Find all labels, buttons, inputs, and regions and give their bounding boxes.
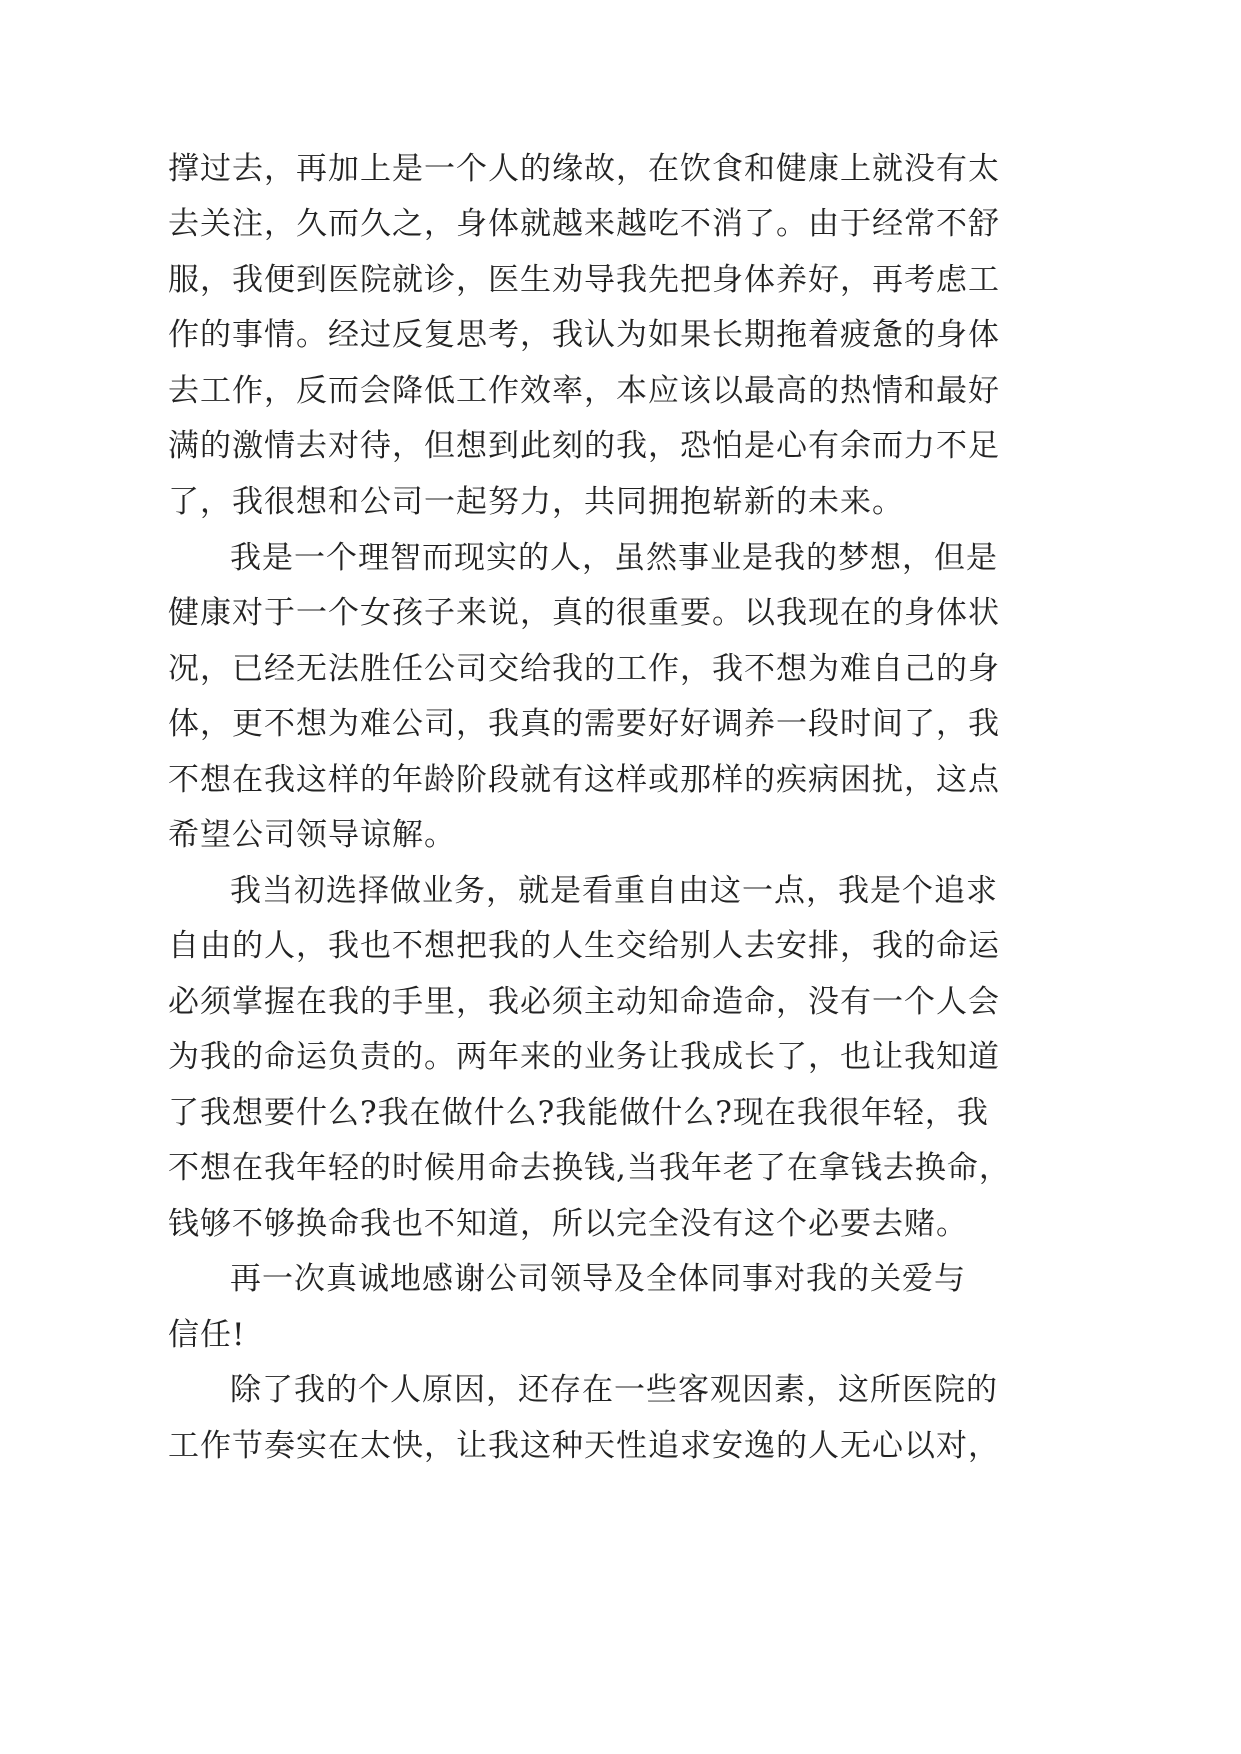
text-line: 为我的命运负责的。两年来的业务让我成长了，也让我知道 bbox=[168, 1039, 1000, 1075]
text-line: 撑过去，再加上是一个人的缘故，在饮食和健康上就没有太 bbox=[168, 151, 1000, 187]
text-line: 自由的人，我也不想把我的人生交给别人去安排，我的命运 bbox=[168, 928, 1000, 964]
text-line: 除了我的个人原因，还存在一些客观因素，这所医院的 bbox=[230, 1372, 998, 1408]
text-line: 再一次真诚地感谢公司领导及全体同事对我的关爱与 bbox=[230, 1261, 966, 1297]
text-line: 希望公司领导谅解。 bbox=[168, 817, 456, 853]
text-line: 去工作，反而会降低工作效率，本应该以最高的热情和最好 bbox=[168, 373, 1000, 409]
text-line: 健康对于一个女孩子来说，真的很重要。以我现在的身体状 bbox=[168, 595, 1000, 631]
text-line: 我是一个理智而现实的人，虽然事业是我的梦想，但是 bbox=[230, 540, 998, 576]
text-line: 况，已经无法胜任公司交给我的工作，我不想为难自己的身 bbox=[168, 651, 1000, 687]
text-line: 体，更不想为难公司，我真的需要好好调养一段时间了，我 bbox=[168, 706, 1000, 742]
text-line: 不想在我年轻的时候用命去换钱,当我年老了在拿钱去换命， bbox=[168, 1150, 1011, 1186]
text-line: 去关注，久而久之，身体就越来越吃不消了。由于经常不舒 bbox=[168, 206, 1000, 242]
text-line: 作的事情。经过反复思考，我认为如果长期拖着疲惫的身体 bbox=[168, 317, 1000, 353]
text-line: 不想在我这样的年龄阶段就有这样或那样的疾病困扰，这点 bbox=[168, 762, 1000, 798]
text-line: 服，我便到医院就诊，医生劝导我先把身体养好，再考虑工 bbox=[168, 262, 1000, 298]
text-line: 了，我很想和公司一起努力，共同拥抱崭新的未来。 bbox=[168, 484, 904, 520]
text-line: 必须掌握在我的手里，我必须主动知命造命，没有一个人会 bbox=[168, 984, 1000, 1020]
text-line: 满的激情去对待，但想到此刻的我，恐怕是心有余而力不足 bbox=[168, 428, 1000, 464]
text-line: 工作节奏实在太快，让我这种天性追求安逸的人无心以对， bbox=[168, 1428, 1000, 1464]
text-line: 我当初选择做业务，就是看重自由这一点，我是个追求 bbox=[230, 873, 998, 909]
text-line: 了我想要什么?我在做什么?我能做什么?现在我很年轻，我 bbox=[168, 1095, 989, 1131]
text-line: 钱够不够换命我也不知道，所以完全没有这个必要去赌。 bbox=[168, 1206, 968, 1242]
text-line: 信任! bbox=[168, 1317, 246, 1353]
